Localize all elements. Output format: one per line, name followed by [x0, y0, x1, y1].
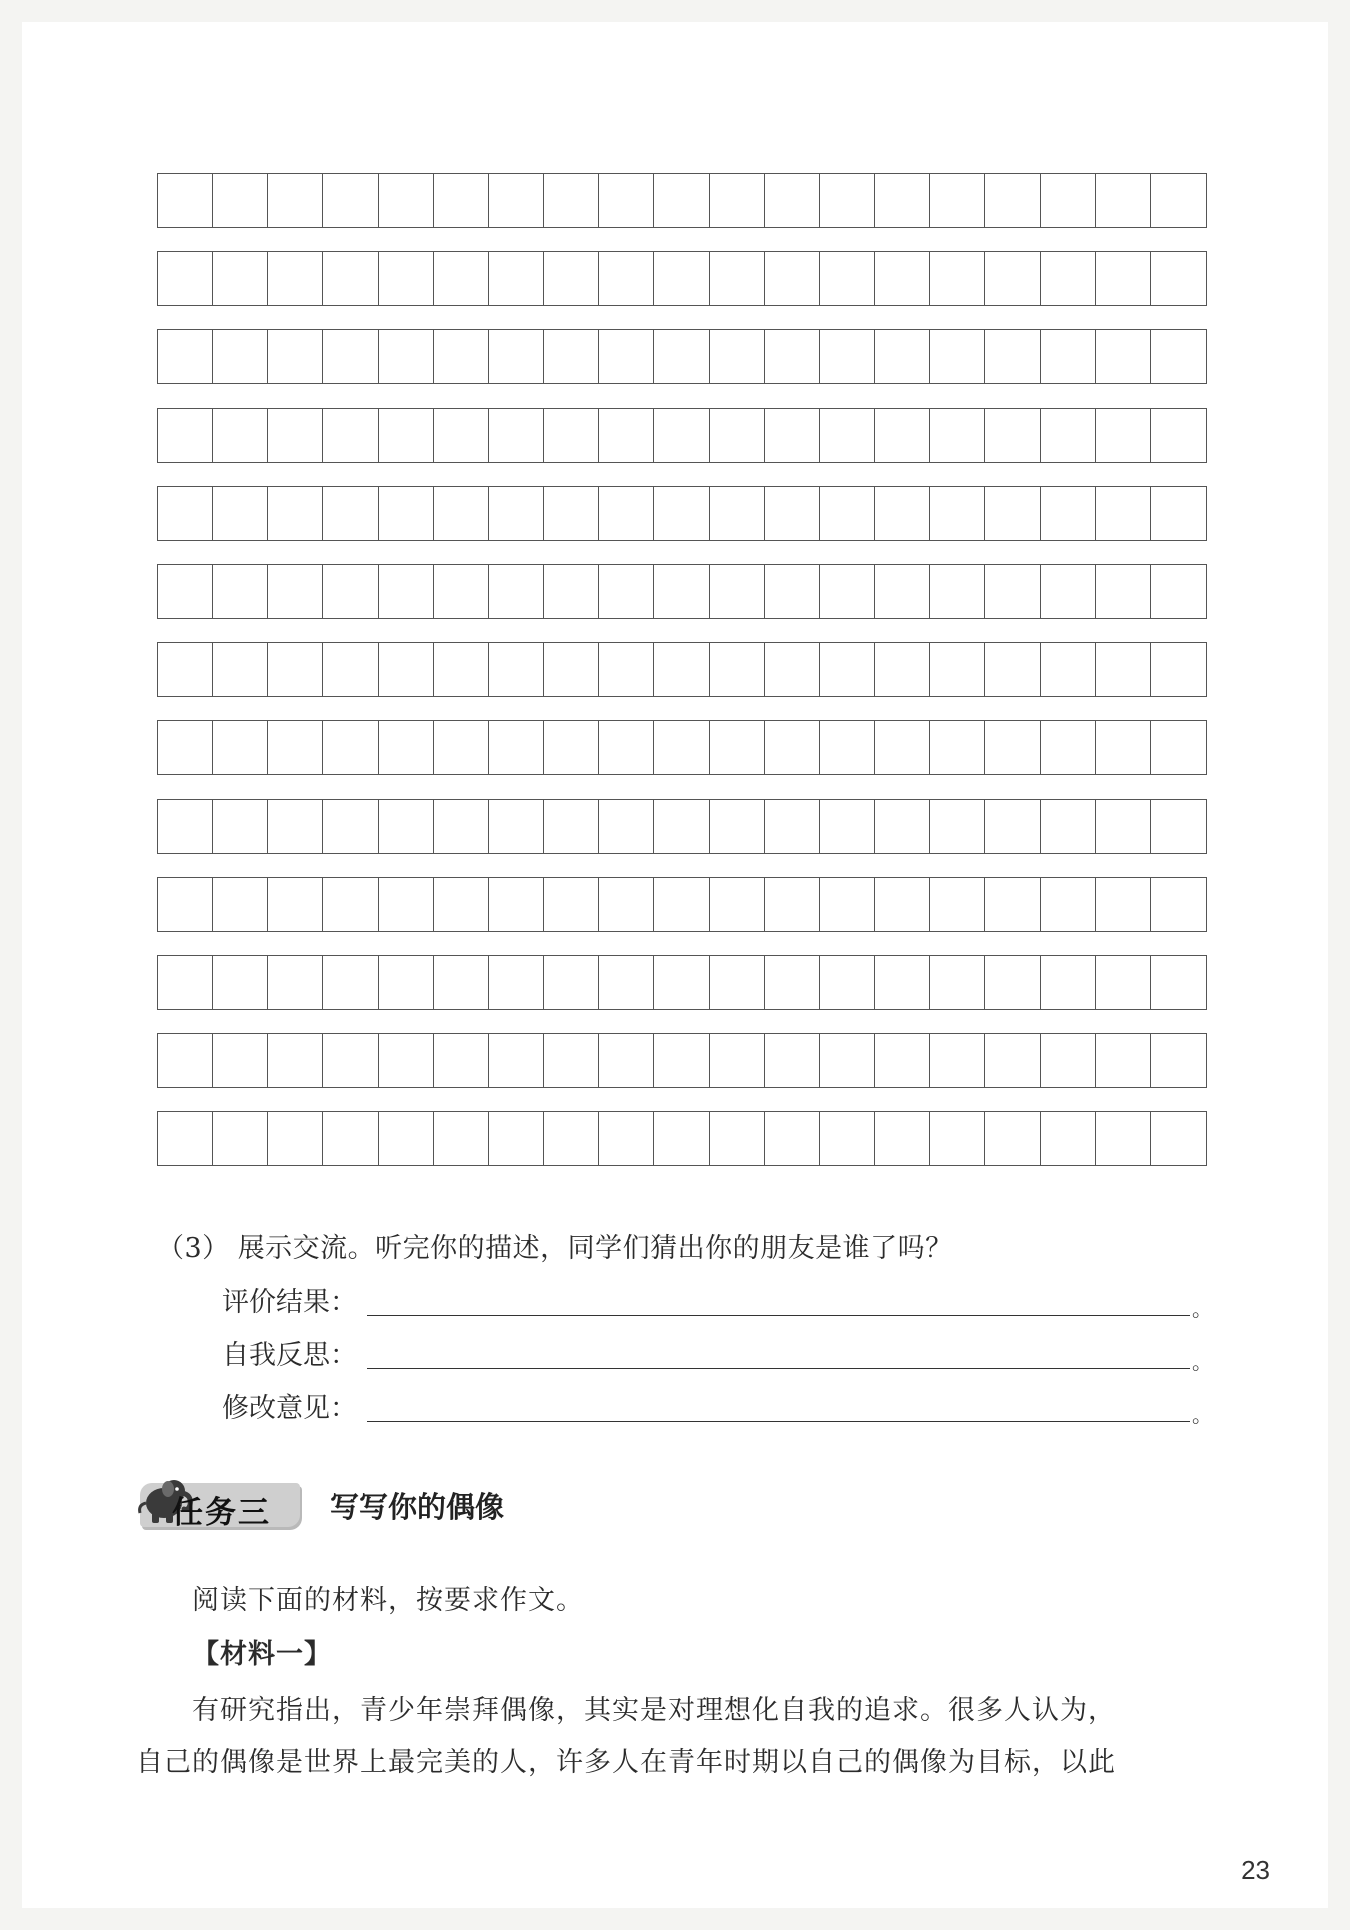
grid-cell[interactable]	[268, 878, 323, 931]
field-label: 评价结果：	[222, 1287, 357, 1318]
grid-cell[interactable]	[985, 721, 1040, 774]
grid-cell[interactable]	[213, 1034, 268, 1087]
grid-cell[interactable]	[489, 252, 544, 305]
grid-cell[interactable]	[268, 252, 323, 305]
grid-cell[interactable]	[985, 487, 1040, 540]
grid-cell[interactable]	[213, 878, 268, 931]
grid-cell[interactable]	[1096, 1112, 1151, 1165]
grid-cell[interactable]	[213, 252, 268, 305]
grid-cell[interactable]	[379, 800, 434, 853]
grid-cell[interactable]	[379, 252, 434, 305]
grid-cell[interactable]	[875, 800, 930, 853]
grid-cell[interactable]	[544, 643, 599, 696]
grid-cell[interactable]	[213, 565, 268, 618]
grid-cell[interactable]	[489, 721, 544, 774]
grid-cell[interactable]	[1151, 487, 1206, 540]
grid-cell[interactable]	[434, 409, 489, 462]
grid-cell[interactable]	[434, 565, 489, 618]
self-reflection-field[interactable]	[222, 1333, 1212, 1373]
grid-cell[interactable]	[323, 330, 378, 383]
grid-cell[interactable]	[158, 409, 213, 462]
grid-cell[interactable]	[599, 800, 654, 853]
material-line-1: 有研究指出，青少年崇拜偶像，其实是对理想化自我的追求。很多人认为，	[192, 1695, 1116, 1726]
grid-cell[interactable]	[710, 800, 765, 853]
grid-cell[interactable]	[765, 409, 820, 462]
grid-cell[interactable]	[1151, 252, 1206, 305]
grid-row	[157, 955, 1207, 1010]
grid-cell[interactable]	[875, 252, 930, 305]
grid-cell[interactable]	[654, 800, 709, 853]
grid-cell[interactable]	[1041, 565, 1096, 618]
grid-cell[interactable]	[1041, 330, 1096, 383]
grid-cell[interactable]	[1096, 878, 1151, 931]
grid-cell[interactable]	[765, 956, 820, 1009]
grid-cell[interactable]	[710, 956, 765, 1009]
grid-cell[interactable]	[379, 330, 434, 383]
grid-cell[interactable]	[985, 1034, 1040, 1087]
grid-cell[interactable]	[599, 409, 654, 462]
grid-cell[interactable]	[268, 487, 323, 540]
field-end-mark: 。	[1192, 1350, 1212, 1374]
grid-cell[interactable]	[875, 565, 930, 618]
field-label: 自我反思：	[222, 1340, 357, 1371]
grid-cell[interactable]	[544, 1112, 599, 1165]
grid-cell[interactable]	[765, 878, 820, 931]
grid-cell[interactable]	[268, 1034, 323, 1087]
grid-cell[interactable]	[820, 878, 875, 931]
grid-row	[157, 173, 1207, 228]
grid-cell[interactable]	[765, 174, 820, 227]
grid-cell[interactable]	[323, 487, 378, 540]
grid-cell[interactable]	[820, 800, 875, 853]
grid-cell[interactable]	[1151, 1034, 1206, 1087]
grid-cell[interactable]	[985, 174, 1040, 227]
grid-row	[157, 642, 1207, 697]
grid-cell[interactable]	[875, 878, 930, 931]
grid-cell[interactable]	[765, 487, 820, 540]
grid-cell[interactable]	[434, 1034, 489, 1087]
grid-cell[interactable]	[820, 252, 875, 305]
grid-cell[interactable]	[820, 330, 875, 383]
grid-cell[interactable]	[213, 721, 268, 774]
grid-cell[interactable]	[544, 721, 599, 774]
grid-cell[interactable]	[158, 174, 213, 227]
grid-cell[interactable]	[158, 721, 213, 774]
grid-cell[interactable]	[489, 1034, 544, 1087]
grid-cell[interactable]	[985, 643, 1040, 696]
grid-cell[interactable]	[268, 565, 323, 618]
grid-cell[interactable]	[820, 487, 875, 540]
grid-cell[interactable]	[654, 565, 709, 618]
page-number: 23	[1241, 1855, 1270, 1885]
grid-cell[interactable]	[820, 174, 875, 227]
grid-cell[interactable]	[1041, 174, 1096, 227]
grid-cell[interactable]	[930, 487, 985, 540]
grid-cell[interactable]	[1096, 252, 1151, 305]
grid-cell[interactable]	[985, 878, 1040, 931]
grid-cell[interactable]	[599, 878, 654, 931]
grid-cell[interactable]	[710, 174, 765, 227]
task-title: 写写你的偶像	[330, 1490, 505, 1524]
revision-advice-field[interactable]	[222, 1386, 1212, 1426]
grid-cell[interactable]	[875, 409, 930, 462]
grid-cell[interactable]	[930, 800, 985, 853]
grid-cell[interactable]	[268, 174, 323, 227]
grid-cell[interactable]	[434, 487, 489, 540]
grid-cell[interactable]	[930, 1034, 985, 1087]
grid-cell[interactable]	[434, 878, 489, 931]
grid-cell[interactable]	[1041, 721, 1096, 774]
material-label: 【材料一】	[192, 1639, 332, 1670]
grid-cell[interactable]	[654, 878, 709, 931]
grid-cell[interactable]	[213, 643, 268, 696]
grid-cell[interactable]	[654, 1034, 709, 1087]
grid-cell[interactable]	[1096, 643, 1151, 696]
grid-cell[interactable]	[820, 721, 875, 774]
grid-cell[interactable]	[158, 643, 213, 696]
grid-cell[interactable]	[930, 252, 985, 305]
grid-row	[157, 1111, 1207, 1166]
grid-cell[interactable]	[930, 409, 985, 462]
grid-cell[interactable]	[1041, 800, 1096, 853]
grid-cell[interactable]	[1096, 800, 1151, 853]
grid-cell[interactable]	[765, 330, 820, 383]
grid-cell[interactable]	[379, 1112, 434, 1165]
grid-cell[interactable]	[379, 643, 434, 696]
grid-cell[interactable]	[489, 643, 544, 696]
grid-cell[interactable]	[323, 1034, 378, 1087]
grid-cell[interactable]	[544, 800, 599, 853]
grid-cell[interactable]	[1096, 330, 1151, 383]
grid-cell[interactable]	[544, 956, 599, 1009]
grid-cell[interactable]	[379, 174, 434, 227]
grid-cell[interactable]	[820, 956, 875, 1009]
grid-cell[interactable]	[1151, 565, 1206, 618]
grid-cell[interactable]	[544, 878, 599, 931]
grid-cell[interactable]	[489, 878, 544, 931]
grid-cell[interactable]	[158, 956, 213, 1009]
grid-cell[interactable]	[985, 252, 1040, 305]
grid-cell[interactable]	[379, 409, 434, 462]
grid-cell[interactable]	[820, 409, 875, 462]
grid-cell[interactable]	[599, 330, 654, 383]
grid-cell[interactable]	[765, 643, 820, 696]
grid-cell[interactable]	[599, 174, 654, 227]
grid-cell[interactable]	[1151, 330, 1206, 383]
grid-cell[interactable]	[544, 487, 599, 540]
grid-cell[interactable]	[875, 721, 930, 774]
grid-cell[interactable]	[875, 487, 930, 540]
grid-cell[interactable]	[654, 174, 709, 227]
grid-cell[interactable]	[1096, 721, 1151, 774]
grid-cell[interactable]	[268, 409, 323, 462]
answer-line[interactable]	[367, 1368, 1190, 1369]
grid-cell[interactable]	[323, 174, 378, 227]
task-3-header	[130, 1465, 730, 1535]
grid-row	[157, 877, 1207, 932]
grid-cell[interactable]	[930, 878, 985, 931]
grid-cell[interactable]	[323, 252, 378, 305]
grid-row	[157, 329, 1207, 384]
grid-cell[interactable]	[213, 487, 268, 540]
grid-cell[interactable]	[323, 643, 378, 696]
grid-cell[interactable]	[323, 565, 378, 618]
grid-cell[interactable]	[875, 1034, 930, 1087]
grid-cell[interactable]	[710, 1112, 765, 1165]
grid-cell[interactable]	[434, 252, 489, 305]
grid-cell[interactable]	[213, 409, 268, 462]
grid-cell[interactable]	[268, 956, 323, 1009]
evaluation-result-field[interactable]	[222, 1280, 1212, 1320]
grid-cell[interactable]	[544, 565, 599, 618]
grid-cell[interactable]	[489, 330, 544, 383]
grid-cell[interactable]	[489, 409, 544, 462]
grid-cell[interactable]	[875, 174, 930, 227]
question-number: （3）	[157, 1233, 230, 1264]
grid-cell[interactable]	[1096, 409, 1151, 462]
grid-row	[157, 1033, 1207, 1088]
grid-cell[interactable]	[489, 956, 544, 1009]
grid-cell[interactable]	[379, 565, 434, 618]
grid-cell[interactable]	[544, 1034, 599, 1087]
grid-cell[interactable]	[158, 565, 213, 618]
grid-cell[interactable]	[930, 721, 985, 774]
grid-cell[interactable]	[1096, 565, 1151, 618]
grid-cell[interactable]	[985, 565, 1040, 618]
material-line-2: 自己的偶像是世界上最完美的人，许多人在青年时期以自己的偶像为目标，以此	[136, 1747, 1116, 1778]
grid-cell[interactable]	[489, 565, 544, 618]
grid-cell[interactable]	[654, 409, 709, 462]
grid-cell[interactable]	[268, 800, 323, 853]
grid-cell[interactable]	[489, 487, 544, 540]
grid-cell[interactable]	[820, 1034, 875, 1087]
grid-cell[interactable]	[213, 800, 268, 853]
grid-cell[interactable]	[599, 487, 654, 540]
grid-cell[interactable]	[434, 956, 489, 1009]
grid-cell[interactable]	[434, 643, 489, 696]
grid-cell[interactable]	[654, 956, 709, 1009]
grid-cell[interactable]	[213, 956, 268, 1009]
grid-cell[interactable]	[213, 330, 268, 383]
grid-cell[interactable]	[379, 721, 434, 774]
question-text: 展示交流。听完你的描述，同学们猜出你的朋友是谁了吗？	[237, 1233, 953, 1264]
grid-cell[interactable]	[434, 721, 489, 774]
grid-cell[interactable]	[158, 878, 213, 931]
grid-cell[interactable]	[1041, 956, 1096, 1009]
grid-row	[157, 408, 1207, 463]
grid-row	[157, 720, 1207, 775]
grid-cell[interactable]	[765, 1034, 820, 1087]
grid-cell[interactable]	[654, 487, 709, 540]
grid-cell[interactable]	[875, 643, 930, 696]
grid-cell[interactable]	[930, 643, 985, 696]
grid-cell[interactable]	[489, 800, 544, 853]
grid-cell[interactable]	[654, 643, 709, 696]
grid-cell[interactable]	[654, 721, 709, 774]
grid-cell[interactable]	[930, 174, 985, 227]
grid-cell[interactable]	[544, 174, 599, 227]
grid-cell[interactable]	[1151, 878, 1206, 931]
grid-cell[interactable]	[434, 330, 489, 383]
grid-cell[interactable]	[544, 330, 599, 383]
grid-cell[interactable]	[1096, 1034, 1151, 1087]
grid-cell[interactable]	[1151, 1112, 1206, 1165]
grid-cell[interactable]	[379, 1034, 434, 1087]
grid-cell[interactable]	[323, 878, 378, 931]
grid-cell[interactable]	[654, 1112, 709, 1165]
grid-cell[interactable]	[1041, 1112, 1096, 1165]
grid-cell[interactable]	[599, 1112, 654, 1165]
grid-cell[interactable]	[434, 174, 489, 227]
grid-cell[interactable]	[1041, 409, 1096, 462]
grid-cell[interactable]	[599, 643, 654, 696]
grid-cell[interactable]	[765, 800, 820, 853]
grid-cell[interactable]	[1151, 174, 1206, 227]
grid-cell[interactable]	[599, 565, 654, 618]
grid-cell[interactable]	[820, 1112, 875, 1165]
grid-cell[interactable]	[930, 956, 985, 1009]
grid-cell[interactable]	[1041, 487, 1096, 540]
grid-cell[interactable]	[213, 1112, 268, 1165]
answer-line[interactable]	[367, 1315, 1190, 1316]
grid-cell[interactable]	[710, 878, 765, 931]
grid-cell[interactable]	[1096, 487, 1151, 540]
grid-cell[interactable]	[599, 956, 654, 1009]
grid-cell[interactable]	[654, 252, 709, 305]
grid-cell[interactable]	[268, 330, 323, 383]
grid-cell[interactable]	[323, 800, 378, 853]
grid-cell[interactable]	[158, 800, 213, 853]
grid-cell[interactable]	[654, 330, 709, 383]
grid-cell[interactable]	[1096, 174, 1151, 227]
grid-cell[interactable]	[875, 956, 930, 1009]
grid-cell[interactable]	[599, 252, 654, 305]
grid-cell[interactable]	[930, 565, 985, 618]
grid-cell[interactable]	[1151, 643, 1206, 696]
grid-cell[interactable]	[158, 330, 213, 383]
grid-cell[interactable]	[1151, 721, 1206, 774]
grid-cell[interactable]	[875, 330, 930, 383]
instruction-text: 阅读下面的材料，按要求作文。	[192, 1585, 584, 1616]
grid-cell[interactable]	[765, 252, 820, 305]
grid-cell[interactable]	[985, 409, 1040, 462]
grid-cell[interactable]	[710, 487, 765, 540]
grid-cell[interactable]	[158, 1112, 213, 1165]
grid-cell[interactable]	[710, 1034, 765, 1087]
field-end-mark: 。	[1192, 1297, 1212, 1321]
grid-cell[interactable]	[268, 1112, 323, 1165]
field-end-mark: 。	[1192, 1403, 1212, 1427]
grid-cell[interactable]	[544, 252, 599, 305]
grid-cell[interactable]	[820, 565, 875, 618]
grid-cell[interactable]	[158, 487, 213, 540]
question-3	[157, 1226, 953, 1265]
grid-cell[interactable]	[985, 956, 1040, 1009]
grid-cell[interactable]	[1096, 956, 1151, 1009]
grid-cell[interactable]	[710, 721, 765, 774]
grid-cell[interactable]	[875, 1112, 930, 1165]
grid-cell[interactable]	[379, 878, 434, 931]
grid-row	[157, 251, 1207, 306]
grid-cell[interactable]	[710, 330, 765, 383]
grid-cell[interactable]	[985, 330, 1040, 383]
grid-cell[interactable]	[1041, 1034, 1096, 1087]
field-label: 修改意见：	[222, 1393, 357, 1424]
grid-cell[interactable]	[765, 721, 820, 774]
grid-cell[interactable]	[765, 565, 820, 618]
grid-cell[interactable]	[985, 1112, 1040, 1165]
grid-cell[interactable]	[489, 1112, 544, 1165]
grid-cell[interactable]	[434, 800, 489, 853]
grid-cell[interactable]	[158, 252, 213, 305]
grid-cell[interactable]	[489, 174, 544, 227]
grid-cell[interactable]	[820, 643, 875, 696]
answer-line[interactable]	[367, 1421, 1190, 1422]
grid-cell[interactable]	[599, 1034, 654, 1087]
grid-cell[interactable]	[323, 721, 378, 774]
grid-cell[interactable]	[930, 330, 985, 383]
grid-cell[interactable]	[158, 1034, 213, 1087]
grid-cell[interactable]	[930, 1112, 985, 1165]
grid-cell[interactable]	[985, 800, 1040, 853]
grid-cell[interactable]	[710, 565, 765, 618]
grid-cell[interactable]	[1041, 878, 1096, 931]
grid-cell[interactable]	[268, 721, 323, 774]
grid-cell[interactable]	[1151, 956, 1206, 1009]
grid-cell[interactable]	[1151, 800, 1206, 853]
grid-cell[interactable]	[710, 252, 765, 305]
grid-row	[157, 486, 1207, 541]
grid-cell[interactable]	[710, 643, 765, 696]
grid-cell[interactable]	[544, 409, 599, 462]
grid-cell[interactable]	[268, 643, 323, 696]
grid-cell[interactable]	[1151, 409, 1206, 462]
task-badge-label: 任务三	[172, 1495, 271, 1531]
grid-row	[157, 564, 1207, 619]
grid-cell[interactable]	[765, 1112, 820, 1165]
grid-cell[interactable]	[1041, 643, 1096, 696]
grid-cell[interactable]	[1041, 252, 1096, 305]
grid-cell[interactable]	[213, 174, 268, 227]
grid-cell[interactable]	[599, 721, 654, 774]
grid-row	[157, 799, 1207, 854]
grid-cell[interactable]	[434, 1112, 489, 1165]
grid-cell[interactable]	[710, 409, 765, 462]
grid-cell[interactable]	[323, 956, 378, 1009]
grid-cell[interactable]	[323, 409, 378, 462]
grid-cell[interactable]	[323, 1112, 378, 1165]
grid-cell[interactable]	[379, 956, 434, 1009]
grid-cell[interactable]	[379, 487, 434, 540]
